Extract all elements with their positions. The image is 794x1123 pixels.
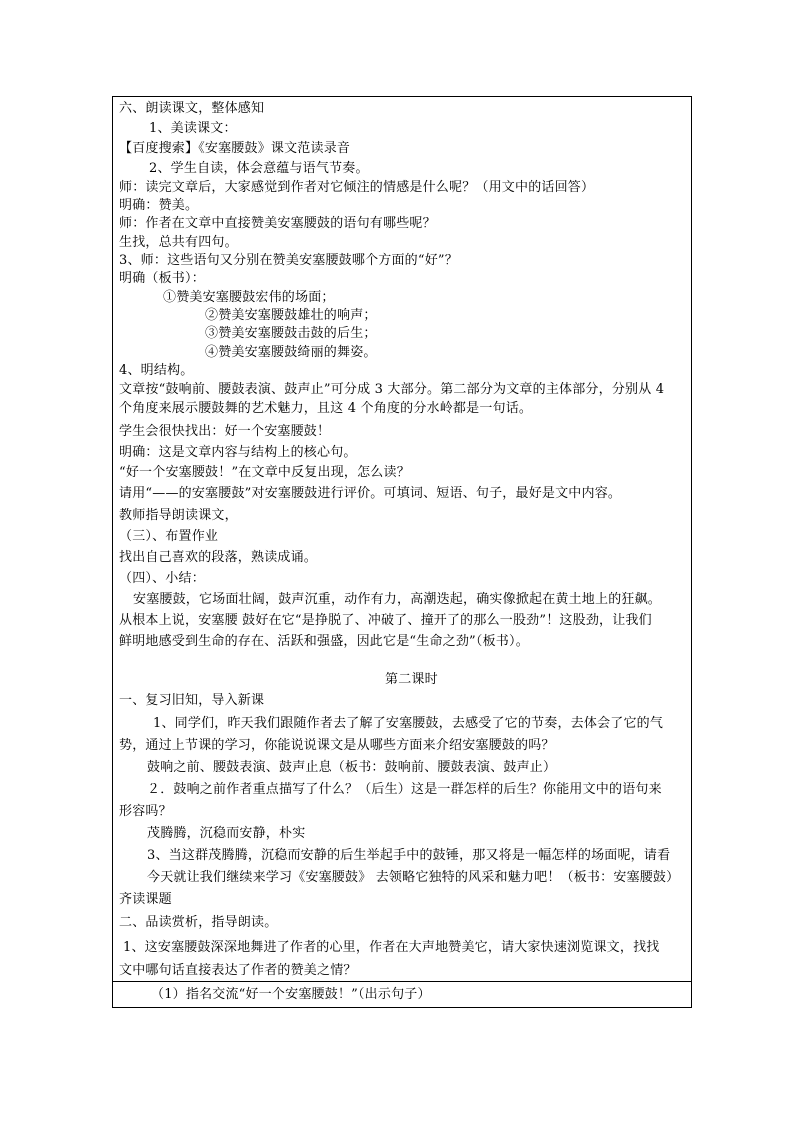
text-line: 今天就让我们继续来学习《安塞腰鼓》 去领略它独特的风采和魅力吧！（板书：安塞腰鼓） [147, 870, 680, 885]
text-line: 3、师：这些语句又分别在赞美安塞腰鼓哪个方面的“好”？ [119, 253, 458, 268]
text-line: 4、明结构。 [119, 363, 194, 378]
text-line: 明确：这是文章内容与结构上的核心句。 [119, 445, 357, 460]
text-line: ２．鼓响之前作者重点描写了什么？（后生）这是一群怎样的后生？你能用文中的语句来 [147, 782, 662, 797]
text-line: 2、学生自读，体会意蕴与语气节奏。 [149, 161, 369, 176]
text-line: 教师指导朗读课文， [119, 508, 238, 523]
text-line: （四）、小结： [119, 571, 205, 586]
text-line: 个角度来展示腰鼓舞的艺术魅力，且这 4 个角度的分水岭都是一句话。 [119, 401, 533, 416]
text-line: “好一个安塞腰鼓！”在文章中反复出现，怎么读？ [119, 465, 410, 480]
text-line: 明确（板书）： [119, 271, 205, 286]
text-line: ①赞美安塞腰鼓宏伟的场面； [163, 290, 335, 305]
text-line: 学生会很快找出：好一个安塞腰鼓！ [119, 424, 331, 439]
text-line: 【百度搜索】《安塞腰鼓》课文范读录音 [119, 141, 351, 156]
text-line: 安塞腰鼓，它场面壮阔，鼓声沉重，动作有力，高潮迭起，确实像掀起在黄土地上的狂飙。 [133, 592, 662, 607]
text-line: 师：作者在文章中直接赞美安塞腰鼓的语句有哪些呢？ [119, 216, 436, 231]
text-line: （1）指名交流“好一个安塞腰鼓！”（出示句子） [151, 987, 431, 1002]
text-line: 明确：赞美。 [119, 198, 199, 213]
text-line: ④赞美安塞腰鼓绮丽的舞姿。 [205, 345, 377, 360]
lesson-plan-table [112, 96, 692, 1008]
text-line: 1、美读课文： [149, 121, 237, 136]
text-line: （三）、布置作业 [119, 529, 219, 544]
text-line: 形容吗？ [119, 804, 172, 819]
text-line: 师：读完文章后，大家感觉到作者对它倾注的情感是什么呢？（用文中的话回答） [119, 180, 595, 195]
text-line: 鲜明地感受到生命的存在、活跃和强盛，因此它是“生命之劲”（板书）。 [119, 634, 529, 649]
text-line: 文中哪句话直接表达了作者的赞美之情？ [119, 963, 357, 978]
text-line: 1、同学们，昨天我们跟随作者去了解了安塞腰鼓，去感受了它的节奏，去体会了它的气 [153, 716, 664, 731]
text-line: 1、这安塞腰鼓深深地舞进了作者的心里，作者在大声地赞美它，请大家快速浏览课文，找找 [123, 940, 660, 955]
text-line: ③赞美安塞腰鼓击鼓的后生； [205, 326, 377, 341]
text-line: 齐读课题 [119, 892, 172, 907]
text-line: 鼓响之前、腰鼓表演、鼓声止息（板书：鼓响前、腰鼓表演、鼓声止） [147, 760, 557, 775]
text-line: 找出自己喜欢的段落，熟读成诵。 [119, 550, 318, 565]
text-line: 一、复习旧知，导入新课 [119, 693, 265, 708]
text-line: 六、朗读课文，整体感知 [119, 101, 265, 116]
text-line: 文章按“鼓响前、腰鼓表演、鼓声止”可分成 3 大部分。第二部分为文章的主体部分，分别从 4 [119, 382, 665, 397]
text-line: 从根本上说，安塞腰 鼓好在它“是挣脱了、冲破了、撞开了的那么一股劲”！这股劲，让我们 [119, 613, 652, 628]
text-line: 势，通过上节课的学习，你能说说课文是从哪些方面来介绍安塞腰鼓的吗？ [119, 738, 555, 753]
text-line: ②赞美安塞腰鼓雄壮的响声； [205, 308, 377, 323]
section-title: 第二课时 [385, 672, 438, 687]
text-line: 请用“——的安塞腰鼓”对安塞腰鼓进行评价。可填词、短语、句子，最好是文中内容。 [119, 486, 622, 501]
text-line: 二、品读赏析，指导朗读。 [119, 915, 278, 930]
divider [113, 981, 691, 982]
text-line: 茂腾腾，沉稳而安静，朴实 [147, 826, 306, 841]
text-line: 3、当这群茂腾腾，沉稳而安静的后生举起手中的鼓锤，那又将是一幅怎样的场面呢，请看 [147, 848, 671, 863]
text-line: 生找，总共有四句。 [119, 235, 238, 250]
